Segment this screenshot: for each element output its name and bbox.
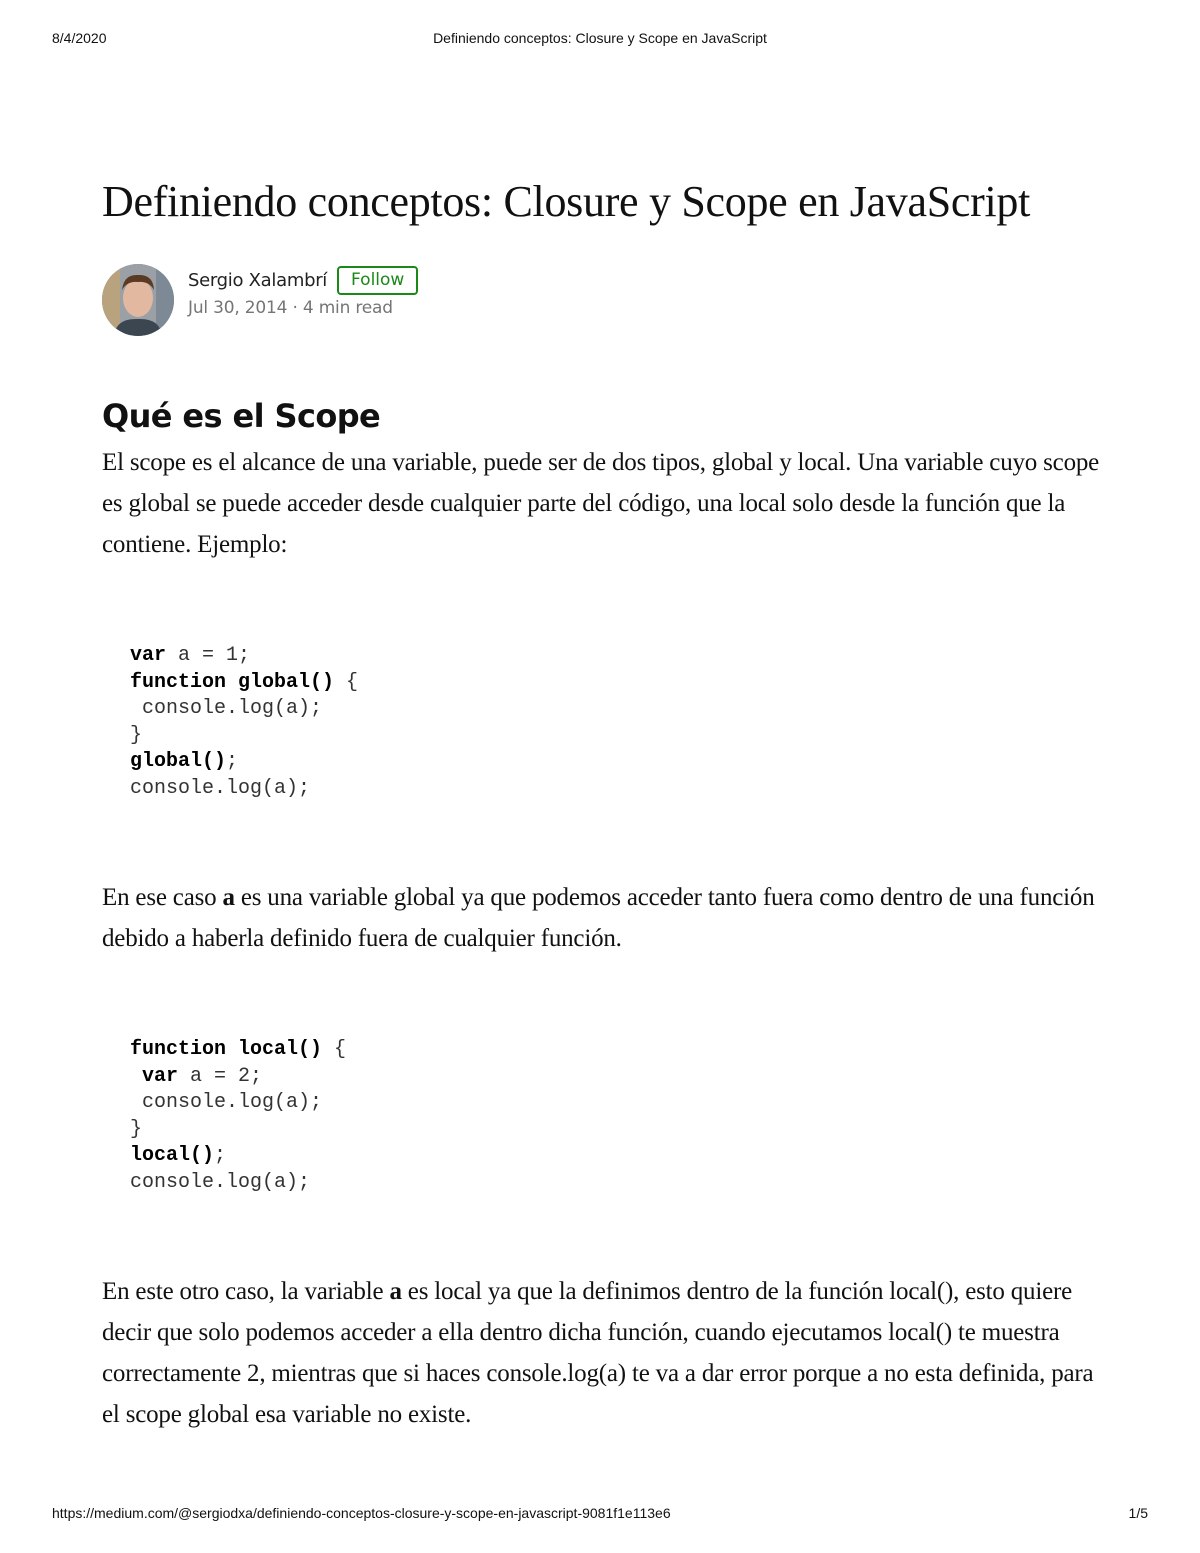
post-meta: [188, 298, 393, 318]
article-title: Definiendo conceptos: Closure y Scope en JavaScript: [102, 177, 1031, 226]
code-keyword: var: [130, 1064, 179, 1088]
code-block-global: var a = 1; function global() { console.log(a); } global(); console.log(a);: [130, 644, 359, 800]
page-url[interactable]: https://medium.com/@sergiodxa/definiendo-conceptos-closure-y-scope-en-javascript-9081f1e113e6: [52, 1505, 671, 1521]
variable-a: a: [389, 1278, 402, 1305]
code-function-name: local(): [238, 1038, 323, 1061]
print-date: 8/4/2020: [52, 30, 107, 46]
article: [102, 172, 1102, 1435]
page-number: 1/5: [1128, 1505, 1148, 1521]
print-footer: [0, 1505, 1200, 1525]
code-keyword: var: [130, 644, 167, 667]
section-heading: Qué es el Scope: [102, 397, 381, 435]
code-function-call: global(): [130, 750, 227, 773]
print-title: Definiendo conceptos: Closure y Scope en JavaScript: [433, 30, 767, 46]
print-header: [0, 30, 1200, 50]
author-avatar[interactable]: [102, 264, 174, 336]
author-line: [188, 264, 418, 296]
read-time: 4 min read: [302, 298, 393, 318]
variable-a: a: [222, 884, 235, 911]
paragraph-local-explanation: En este otro caso, la variable a es local ya que la definimos dentro de la función local(), esto quiere decir que solo podemos acceder a ella dentro dicha función, cuando ejecutamos local() te muestra correctamente 2, mientras que si haces console.log(a) te va a dar error porque a no esta definida, para el scope global esa variable no existe.: [102, 1278, 1094, 1428]
code-function-name: global(): [238, 670, 335, 694]
paragraph-global-explanation: En ese caso a es una variable global ya que podemos acceder tanto fuera como dentro de una función debido a haberla definido fuera de cualquier función.: [102, 884, 1095, 952]
code-function-call: local(): [130, 1144, 215, 1167]
byline: [102, 264, 1102, 344]
follow-button[interactable]: Follow: [337, 266, 418, 295]
code-keyword: function: [130, 670, 227, 694]
meta-separator: ·: [292, 298, 298, 318]
avatar-photo: [102, 264, 174, 336]
paragraph-scope-intro: El scope es el alcance de una variable, puede ser de dos tipos, global y local. Una variable cuyo scope es global se puede acceder desde cualquier parte del código, una local solo desde la función que la contiene. Ejemplo:: [102, 449, 1100, 558]
code-keyword: function: [130, 1038, 227, 1061]
author-name[interactable]: Sergio Xalambrí: [188, 269, 327, 291]
code-block-local: function local() { var a = 2; console.log(a); } local(); console.log(a);: [130, 1038, 347, 1194]
publish-date[interactable]: Jul 30, 2014: [188, 298, 288, 318]
